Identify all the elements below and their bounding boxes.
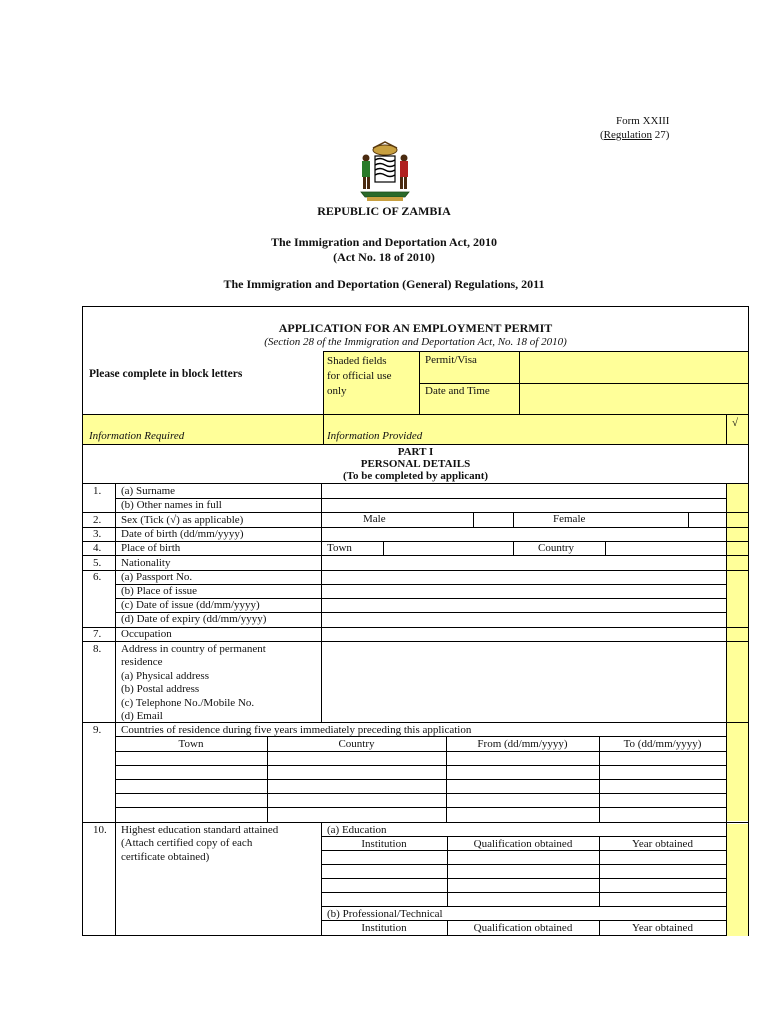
birth-town-field[interactable]	[384, 542, 512, 555]
part-title: PART I	[397, 446, 434, 458]
part-subtitle: PERSONAL DETAILS	[360, 458, 471, 470]
female-checkbox[interactable]	[689, 513, 725, 526]
regulation-open: (	[600, 129, 604, 141]
physical-address-label: (a) Physical address	[121, 670, 209, 682]
info-provided-header: Information Provided	[327, 430, 423, 442]
date-of-expiry-field[interactable]	[322, 613, 725, 627]
part-note: (To be completed by applicant)	[342, 470, 489, 482]
regulation-close: 27)	[651, 129, 670, 141]
occupation-label: Occupation	[121, 628, 172, 640]
country-label: Country	[538, 542, 575, 554]
male-label: Male	[363, 513, 386, 525]
row-10-number: 10.	[93, 824, 107, 836]
other-names-field[interactable]	[322, 499, 725, 512]
education-section-a: (a) Education	[327, 824, 387, 836]
sex-label: Sex (Tick (√) as applicable)	[121, 514, 244, 526]
date-of-birth-field[interactable]	[322, 528, 725, 541]
town-label: Town	[327, 542, 352, 554]
row-6-number: 6.	[93, 571, 102, 583]
official-use-line-1: Shaded fields	[327, 355, 387, 367]
row-2-number: 2.	[93, 514, 102, 526]
date-time-field[interactable]	[520, 384, 725, 413]
row-7-number: 7.	[93, 628, 102, 640]
info-required-header: Information Required	[89, 430, 185, 442]
surname-field[interactable]	[322, 484, 725, 498]
row-9-number: 9.	[93, 724, 102, 736]
address-field[interactable]	[322, 642, 725, 722]
republic-title: REPUBLIC OF ZAMBIA	[317, 204, 451, 218]
check-column-shade-2	[726, 824, 748, 936]
residence-rows[interactable]	[116, 752, 726, 822]
t9-col-from: From (dd/mm/yyyy)	[477, 738, 568, 750]
official-use-note	[327, 354, 392, 399]
row-4-number: 4.	[93, 542, 102, 554]
passport-no-field[interactable]	[322, 571, 725, 584]
education-label-2: (Attach certified copy of each	[121, 837, 253, 849]
place-of-issue-label: (b) Place of issue	[121, 585, 198, 597]
education-label-3: certificate obtained)	[121, 851, 210, 863]
t9-col-country: Country	[338, 738, 375, 750]
row-3-number: 3.	[93, 528, 102, 540]
application-subtitle: (Section 28 of the Immigration and Deportation Act, No. 18 of 2010)	[264, 336, 567, 348]
permit-visa-field[interactable]	[520, 352, 725, 382]
coat-of-arms-icon	[355, 140, 415, 202]
education-label-1: Highest education standard attained	[121, 824, 279, 836]
regulations-title: The Immigration and Deportation (General) Regulations, 2011	[223, 277, 545, 291]
date-time-label: Date and Time	[425, 385, 490, 397]
row-1-number: 1.	[93, 485, 102, 497]
act-title: The Immigration and Deportation Act, 2010	[271, 235, 497, 249]
permit-visa-label: Permit/Visa	[425, 354, 477, 366]
nationality-field[interactable]	[322, 556, 725, 570]
address-label-2: residence	[121, 656, 163, 668]
check-column-shade-1	[726, 484, 748, 821]
date-of-issue-field[interactable]	[322, 599, 725, 612]
t10a-col-institution: Institution	[361, 838, 407, 850]
date-of-issue-label: (c) Date of issue (dd/mm/yyyy)	[121, 599, 260, 611]
occupation-field[interactable]	[322, 628, 725, 641]
date-of-birth-label: Date of birth (dd/mm/yyyy)	[121, 528, 244, 540]
row-5-number: 5.	[93, 557, 102, 569]
official-use-line-2: for official use	[327, 370, 392, 382]
residence-label: Countries of residence during five years immediately preceding this application	[121, 724, 472, 736]
t9-col-town: Town	[178, 738, 204, 750]
education-section-b: (b) Professional/Technical	[327, 908, 443, 920]
female-label: Female	[553, 513, 586, 525]
place-of-issue-field[interactable]	[322, 585, 725, 598]
male-checkbox[interactable]	[474, 513, 512, 526]
regulation-link: Regulation	[603, 129, 652, 141]
other-names-label: (b) Other names in full	[121, 499, 222, 511]
t10b-col-qualification: Qualification obtained	[473, 922, 573, 934]
surname-label: (a) Surname	[121, 485, 176, 497]
form-number: Form XXIII	[616, 115, 670, 127]
place-of-birth-label: Place of birth	[121, 542, 181, 554]
telephone-label: (c) Telephone No./Mobile No.	[121, 697, 255, 709]
t10b-col-institution: Institution	[361, 922, 407, 934]
application-title: APPLICATION FOR AN EMPLOYMENT PERMIT	[278, 321, 553, 335]
t10a-col-qualification: Qualification obtained	[473, 838, 573, 850]
act-number: (Act No. 18 of 2010)	[333, 250, 435, 264]
application-form	[82, 306, 749, 936]
official-use-line-3: only	[327, 385, 347, 397]
birth-country-field[interactable]	[606, 542, 725, 555]
block-letters-note: Please complete in block letters	[89, 368, 243, 380]
row-8-number: 8.	[93, 643, 102, 655]
email-label: (d) Email	[121, 710, 163, 722]
t9-col-to: To (dd/mm/yyyy)	[623, 738, 702, 750]
check-mark-header: √	[732, 417, 739, 429]
postal-address-label: (b) Postal address	[121, 683, 200, 695]
t10b-col-year: Year obtained	[632, 922, 693, 934]
form-number-block	[600, 114, 690, 142]
date-of-expiry-label: (d) Date of expiry (dd/mm/yyyy)	[121, 613, 267, 625]
regulation-ref	[600, 128, 690, 142]
passport-no-label: (a) Passport No.	[121, 571, 193, 583]
address-label-1: Address in country of permanent	[121, 643, 266, 655]
nationality-label: Nationality	[121, 557, 171, 569]
t10a-col-year: Year obtained	[632, 838, 693, 850]
education-rows[interactable]	[322, 851, 726, 906]
